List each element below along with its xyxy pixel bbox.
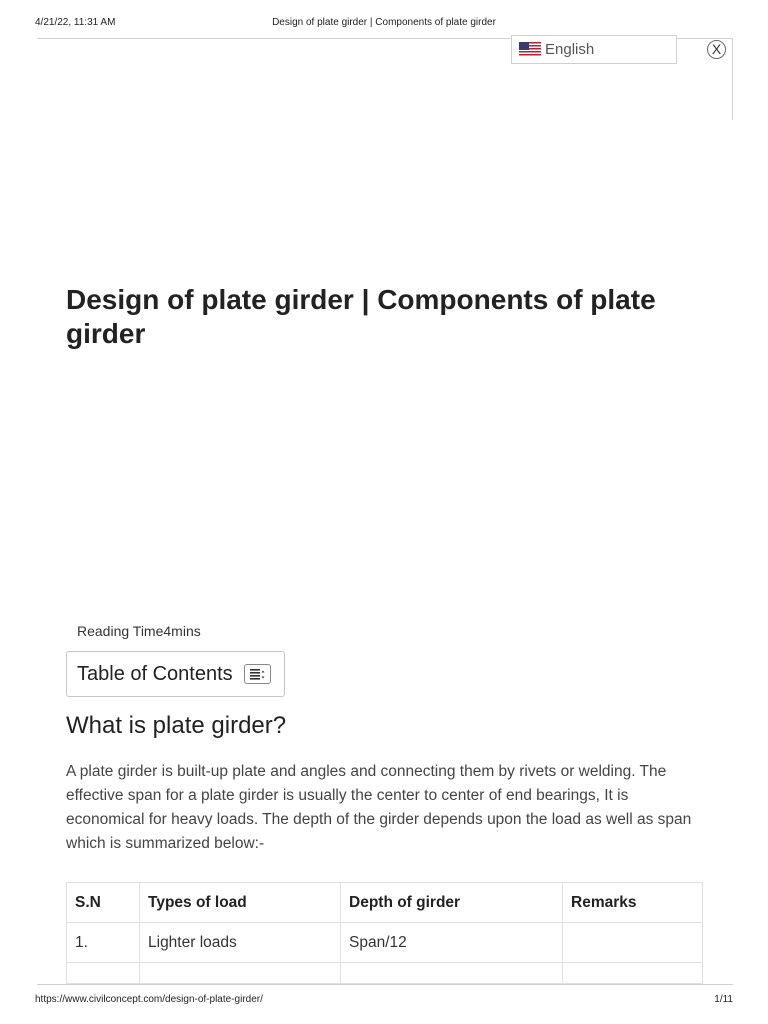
- us-flag-icon: [519, 42, 541, 57]
- table-cell: Span/12: [341, 923, 563, 963]
- page-title: Design of plate girder | Components of plate girder: [66, 284, 656, 349]
- print-date: 4/21/22, 11:31 AM: [35, 17, 116, 28]
- table-cell: [67, 963, 140, 984]
- table-of-contents[interactable]: [66, 651, 285, 697]
- print-page-title: Design of plate girder | Components of plate girder: [272, 17, 496, 28]
- column-header: Remarks: [563, 883, 703, 923]
- toc-label: Table of Contents: [77, 662, 233, 685]
- reading-time: Reading Time4mins: [77, 623, 201, 639]
- depth-table: [66, 882, 703, 984]
- table-cell: [563, 923, 703, 963]
- print-header: [0, 16, 768, 32]
- page-number: 1/11: [714, 994, 733, 1005]
- list-icon: [250, 669, 265, 680]
- column-header: Types of load: [140, 883, 341, 923]
- close-button[interactable]: X: [707, 40, 726, 59]
- language-label: English: [545, 41, 595, 58]
- table-cell: 1.: [67, 923, 140, 963]
- column-header: S.N: [67, 883, 140, 923]
- page-url: https://www.civilconcept.com/design-of-plate-girder/: [35, 994, 263, 1005]
- section-heading: What is plate girder?: [66, 712, 287, 739]
- table-cell: [563, 963, 703, 984]
- print-footer: [0, 994, 768, 1008]
- toc-toggle-button[interactable]: [244, 664, 271, 684]
- table-cell: [341, 963, 563, 984]
- table-cell: [140, 963, 341, 984]
- table-row: [67, 963, 703, 984]
- language-selector[interactable]: [511, 35, 677, 64]
- intro-paragraph: A plate girder is built-up plate and angles and connecting them by rivets or welding. The effective span for a plate girder is usually the center to center of end bearings, It is economical for heavy loads. The depth of the girder depends upon the load as well as span which is summarized below:-: [66, 763, 692, 852]
- table-cell: Lighter loads: [140, 923, 341, 963]
- divider: [37, 984, 733, 985]
- table-header-row: [67, 883, 703, 923]
- table-row: [67, 923, 703, 963]
- divider: [732, 38, 733, 120]
- column-header: Depth of girder: [341, 883, 563, 923]
